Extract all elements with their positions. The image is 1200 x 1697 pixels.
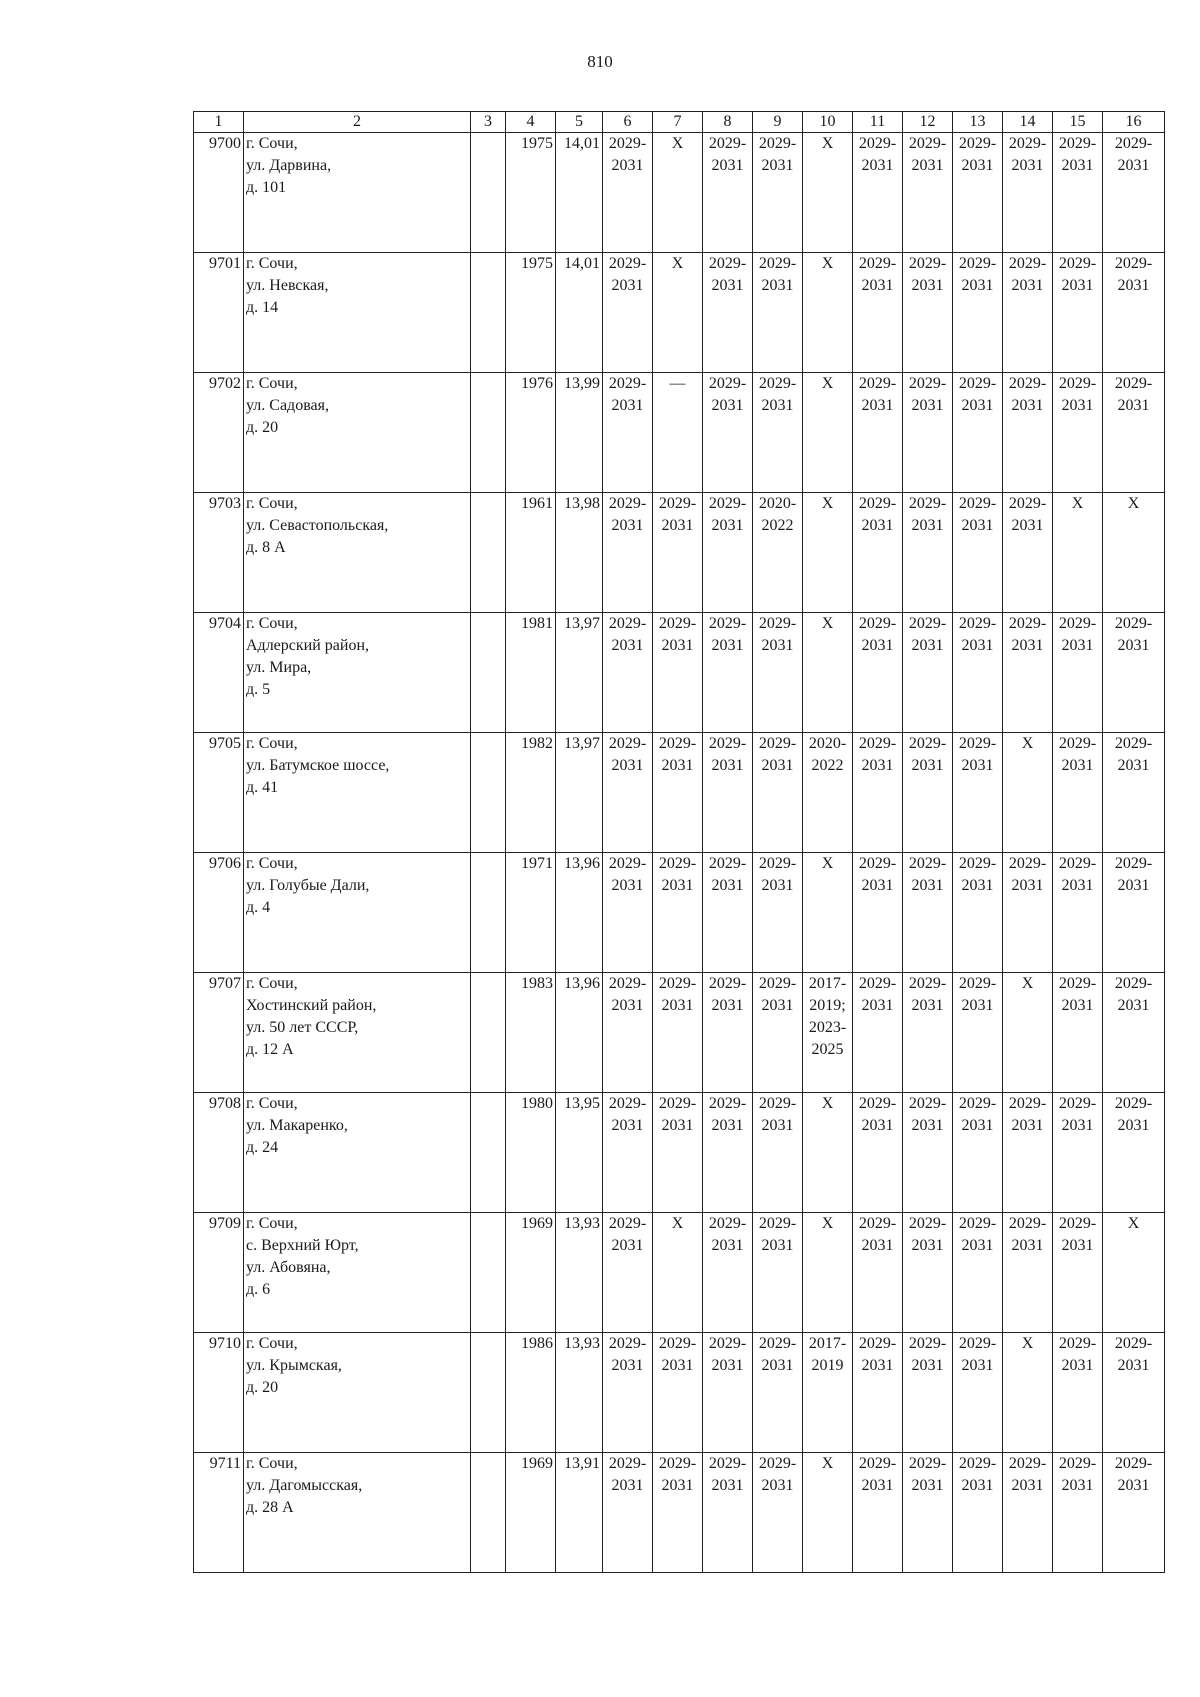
cell-c5: 13,91 xyxy=(556,1453,603,1573)
cell-c4: 1975 xyxy=(506,253,556,373)
cell-c10: Х xyxy=(803,133,853,253)
cell-c5: 13,96 xyxy=(556,853,603,973)
row-number: 9707 xyxy=(194,973,244,1093)
address-cell: г. Сочи, ул. Голубые Дали, д. 4 xyxy=(244,853,471,973)
row-number: 9709 xyxy=(194,1213,244,1333)
column-header-4: 4 xyxy=(506,112,556,133)
cell-c14: 2029- 2031 xyxy=(1003,1093,1053,1213)
cell-c4: 1982 xyxy=(506,733,556,853)
cell-c6: 2029- 2031 xyxy=(603,1453,653,1573)
address-cell: г. Сочи, ул. Дагомысская, д. 28 А xyxy=(244,1453,471,1573)
cell-c14: 2029- 2031 xyxy=(1003,853,1053,973)
cell-c6: 2029- 2031 xyxy=(603,493,653,613)
cell-c12: 2029- 2031 xyxy=(903,853,953,973)
column-header-2: 2 xyxy=(244,112,471,133)
cell-c3 xyxy=(471,133,506,253)
cell-c16: 2029- 2031 xyxy=(1103,253,1165,373)
row-number: 9701 xyxy=(194,253,244,373)
cell-c6: 2029- 2031 xyxy=(603,733,653,853)
cell-c16: 2029- 2031 xyxy=(1103,373,1165,493)
cell-c9: 2029- 2031 xyxy=(753,1333,803,1453)
cell-c8: 2029- 2031 xyxy=(703,253,753,373)
table-body xyxy=(194,133,1165,1573)
column-header-6: 6 xyxy=(603,112,653,133)
cell-c6: 2029- 2031 xyxy=(603,1333,653,1453)
cell-c15: 2029- 2031 xyxy=(1053,253,1103,373)
cell-c10: 2020- 2022 xyxy=(803,733,853,853)
cell-c7: Х xyxy=(653,1213,703,1333)
column-header-3: 3 xyxy=(471,112,506,133)
cell-c7: 2029- 2031 xyxy=(653,973,703,1093)
cell-c11: 2029- 2031 xyxy=(853,1093,903,1213)
cell-c13: 2029- 2031 xyxy=(953,1213,1003,1333)
cell-c9: 2029- 2031 xyxy=(753,973,803,1093)
cell-c10: Х xyxy=(803,1453,853,1573)
cell-c10: Х xyxy=(803,853,853,973)
cell-c15: 2029- 2031 xyxy=(1053,1093,1103,1213)
cell-c8: 2029- 2031 xyxy=(703,1213,753,1333)
address-cell: г. Сочи, ул. Макаренко, д. 24 xyxy=(244,1093,471,1213)
cell-c14: Х xyxy=(1003,1333,1053,1453)
table-row xyxy=(194,853,1165,973)
cell-c6: 2029- 2031 xyxy=(603,613,653,733)
cell-c3 xyxy=(471,733,506,853)
cell-c4: 1981 xyxy=(506,613,556,733)
cell-c5: 13,99 xyxy=(556,373,603,493)
cell-c9: 2029- 2031 xyxy=(753,733,803,853)
column-header-5: 5 xyxy=(556,112,603,133)
row-number: 9711 xyxy=(194,1453,244,1573)
cell-c6: 2029- 2031 xyxy=(603,133,653,253)
housing-registry-table xyxy=(193,111,1165,1573)
cell-c12: 2029- 2031 xyxy=(903,373,953,493)
cell-c12: 2029- 2031 xyxy=(903,493,953,613)
cell-c8: 2029- 2031 xyxy=(703,733,753,853)
cell-c16: 2029- 2031 xyxy=(1103,1453,1165,1573)
cell-c14: 2029- 2031 xyxy=(1003,373,1053,493)
cell-c14: 2029- 2031 xyxy=(1003,133,1053,253)
cell-c10: Х xyxy=(803,493,853,613)
column-header-10: 10 xyxy=(803,112,853,133)
column-header-11: 11 xyxy=(853,112,903,133)
cell-c12: 2029- 2031 xyxy=(903,973,953,1093)
cell-c13: 2029- 2031 xyxy=(953,133,1003,253)
cell-c9: 2029- 2031 xyxy=(753,253,803,373)
cell-c13: 2029- 2031 xyxy=(953,493,1003,613)
address-cell: г. Сочи, ул. Дарвина, д. 101 xyxy=(244,133,471,253)
cell-c8: 2029- 2031 xyxy=(703,1333,753,1453)
cell-c6: 2029- 2031 xyxy=(603,253,653,373)
cell-c15: 2029- 2031 xyxy=(1053,1333,1103,1453)
cell-c16: 2029- 2031 xyxy=(1103,973,1165,1093)
column-header-7: 7 xyxy=(653,112,703,133)
cell-c15: 2029- 2031 xyxy=(1053,613,1103,733)
cell-c15: Х xyxy=(1053,493,1103,613)
cell-c3 xyxy=(471,613,506,733)
row-number: 9708 xyxy=(194,1093,244,1213)
cell-c12: 2029- 2031 xyxy=(903,733,953,853)
cell-c12: 2029- 2031 xyxy=(903,613,953,733)
address-cell: г. Сочи, ул. Садовая, д. 20 xyxy=(244,373,471,493)
cell-c12: 2029- 2031 xyxy=(903,1093,953,1213)
cell-c9: 2029- 2031 xyxy=(753,133,803,253)
cell-c5: 13,97 xyxy=(556,613,603,733)
cell-c11: 2029- 2031 xyxy=(853,733,903,853)
cell-c7: Х xyxy=(653,133,703,253)
cell-c11: 2029- 2031 xyxy=(853,853,903,973)
column-header-8: 8 xyxy=(703,112,753,133)
cell-c15: 2029- 2031 xyxy=(1053,973,1103,1093)
cell-c14: Х xyxy=(1003,733,1053,853)
cell-c16: Х xyxy=(1103,1213,1165,1333)
cell-c16: 2029- 2031 xyxy=(1103,853,1165,973)
cell-c8: 2029- 2031 xyxy=(703,853,753,973)
cell-c8: 2029- 2031 xyxy=(703,133,753,253)
cell-c16: 2029- 2031 xyxy=(1103,133,1165,253)
cell-c13: 2029- 2031 xyxy=(953,613,1003,733)
address-cell: г. Сочи, ул. Батумское шоссе, д. 41 xyxy=(244,733,471,853)
cell-c4: 1986 xyxy=(506,1333,556,1453)
cell-c9: 2020- 2022 xyxy=(753,493,803,613)
cell-c3 xyxy=(471,1453,506,1573)
cell-c7: 2029- 2031 xyxy=(653,613,703,733)
cell-c16: 2029- 2031 xyxy=(1103,733,1165,853)
cell-c7: 2029- 2031 xyxy=(653,1333,703,1453)
cell-c14: 2029- 2031 xyxy=(1003,493,1053,613)
cell-c11: 2029- 2031 xyxy=(853,493,903,613)
cell-c13: 2029- 2031 xyxy=(953,853,1003,973)
cell-c5: 13,98 xyxy=(556,493,603,613)
cell-c5: 13,96 xyxy=(556,973,603,1093)
cell-c14: Х xyxy=(1003,973,1053,1093)
cell-c13: 2029- 2031 xyxy=(953,373,1003,493)
cell-c5: 14,01 xyxy=(556,253,603,373)
row-number: 9702 xyxy=(194,373,244,493)
cell-c10: Х xyxy=(803,373,853,493)
cell-c4: 1976 xyxy=(506,373,556,493)
row-number: 9710 xyxy=(194,1333,244,1453)
table-row xyxy=(194,1333,1165,1453)
cell-c7: — xyxy=(653,373,703,493)
cell-c10: Х xyxy=(803,1213,853,1333)
cell-c9: 2029- 2031 xyxy=(753,1213,803,1333)
cell-c4: 1961 xyxy=(506,493,556,613)
cell-c3 xyxy=(471,373,506,493)
cell-c4: 1969 xyxy=(506,1453,556,1573)
cell-c13: 2029- 2031 xyxy=(953,253,1003,373)
column-header-13: 13 xyxy=(953,112,1003,133)
cell-c10: 2017- 2019 xyxy=(803,1333,853,1453)
cell-c12: 2029- 2031 xyxy=(903,253,953,373)
cell-c15: 2029- 2031 xyxy=(1053,733,1103,853)
cell-c14: 2029- 2031 xyxy=(1003,253,1053,373)
cell-c9: 2029- 2031 xyxy=(753,373,803,493)
cell-c13: 2029- 2031 xyxy=(953,733,1003,853)
cell-c3 xyxy=(471,253,506,373)
column-header-15: 15 xyxy=(1053,112,1103,133)
table-row xyxy=(194,253,1165,373)
cell-c7: Х xyxy=(653,253,703,373)
header-row xyxy=(194,112,1165,133)
cell-c5: 13,97 xyxy=(556,733,603,853)
cell-c13: 2029- 2031 xyxy=(953,1093,1003,1213)
cell-c4: 1980 xyxy=(506,1093,556,1213)
cell-c15: 2029- 2031 xyxy=(1053,133,1103,253)
cell-c7: 2029- 2031 xyxy=(653,1093,703,1213)
table-row xyxy=(194,1213,1165,1333)
cell-c11: 2029- 2031 xyxy=(853,1453,903,1573)
table-row xyxy=(194,1453,1165,1573)
table-row xyxy=(194,973,1165,1093)
cell-c7: 2029- 2031 xyxy=(653,853,703,973)
cell-c15: 2029- 2031 xyxy=(1053,373,1103,493)
cell-c16: 2029- 2031 xyxy=(1103,1093,1165,1213)
cell-c15: 2029- 2031 xyxy=(1053,1453,1103,1573)
cell-c4: 1971 xyxy=(506,853,556,973)
cell-c8: 2029- 2031 xyxy=(703,973,753,1093)
cell-c12: 2029- 2031 xyxy=(903,133,953,253)
cell-c5: 14,01 xyxy=(556,133,603,253)
column-header-14: 14 xyxy=(1003,112,1053,133)
address-cell: г. Сочи, ул. Севастопольская, д. 8 А xyxy=(244,493,471,613)
cell-c4: 1983 xyxy=(506,973,556,1093)
cell-c3 xyxy=(471,1333,506,1453)
cell-c8: 2029- 2031 xyxy=(703,373,753,493)
cell-c13: 2029- 2031 xyxy=(953,1453,1003,1573)
row-number: 9706 xyxy=(194,853,244,973)
table-row xyxy=(194,493,1165,613)
cell-c11: 2029- 2031 xyxy=(853,133,903,253)
cell-c9: 2029- 2031 xyxy=(753,853,803,973)
cell-c8: 2029- 2031 xyxy=(703,493,753,613)
cell-c13: 2029- 2031 xyxy=(953,1333,1003,1453)
table-row xyxy=(194,733,1165,853)
cell-c11: 2029- 2031 xyxy=(853,373,903,493)
cell-c10: 2017- 2019; 2023- 2025 xyxy=(803,973,853,1093)
cell-c13: 2029- 2031 xyxy=(953,973,1003,1093)
cell-c9: 2029- 2031 xyxy=(753,1453,803,1573)
table-row xyxy=(194,373,1165,493)
cell-c15: 2029- 2031 xyxy=(1053,853,1103,973)
cell-c8: 2029- 2031 xyxy=(703,1453,753,1573)
cell-c4: 1975 xyxy=(506,133,556,253)
page-number: 810 xyxy=(587,52,613,71)
table-row xyxy=(194,1093,1165,1213)
cell-c11: 2029- 2031 xyxy=(853,613,903,733)
address-cell: г. Сочи, Хостинский район, ул. 50 лет СССР, д. 12 А xyxy=(244,973,471,1093)
address-cell: г. Сочи, с. Верхний Юрт, ул. Абовяна, д. 6 xyxy=(244,1213,471,1333)
cell-c3 xyxy=(471,973,506,1093)
cell-c10: Х xyxy=(803,253,853,373)
row-number: 9705 xyxy=(194,733,244,853)
cell-c6: 2029- 2031 xyxy=(603,373,653,493)
cell-c12: 2029- 2031 xyxy=(903,1213,953,1333)
cell-c3 xyxy=(471,1093,506,1213)
cell-c7: 2029- 2031 xyxy=(653,733,703,853)
cell-c14: 2029- 2031 xyxy=(1003,1213,1053,1333)
cell-c11: 2029- 2031 xyxy=(853,1333,903,1453)
cell-c4: 1969 xyxy=(506,1213,556,1333)
column-header-16: 16 xyxy=(1103,112,1165,133)
column-header-1: 1 xyxy=(194,112,244,133)
cell-c8: 2029- 2031 xyxy=(703,1093,753,1213)
cell-c14: 2029- 2031 xyxy=(1003,613,1053,733)
cell-c6: 2029- 2031 xyxy=(603,973,653,1093)
cell-c6: 2029- 2031 xyxy=(603,1213,653,1333)
cell-c12: 2029- 2031 xyxy=(903,1333,953,1453)
cell-c11: 2029- 2031 xyxy=(853,1213,903,1333)
address-cell: г. Сочи, ул. Невская, д. 14 xyxy=(244,253,471,373)
row-number: 9704 xyxy=(194,613,244,733)
cell-c16: Х xyxy=(1103,493,1165,613)
column-header-9: 9 xyxy=(753,112,803,133)
cell-c5: 13,93 xyxy=(556,1333,603,1453)
cell-c5: 13,93 xyxy=(556,1213,603,1333)
cell-c3 xyxy=(471,1213,506,1333)
cell-c6: 2029- 2031 xyxy=(603,1093,653,1213)
cell-c9: 2029- 2031 xyxy=(753,613,803,733)
cell-c11: 2029- 2031 xyxy=(853,253,903,373)
table-row xyxy=(194,613,1165,733)
cell-c7: 2029- 2031 xyxy=(653,493,703,613)
cell-c5: 13,95 xyxy=(556,1093,603,1213)
cell-c3 xyxy=(471,853,506,973)
cell-c16: 2029- 2031 xyxy=(1103,613,1165,733)
row-number: 9700 xyxy=(194,133,244,253)
cell-c12: 2029- 2031 xyxy=(903,1453,953,1573)
column-header-12: 12 xyxy=(903,112,953,133)
row-number: 9703 xyxy=(194,493,244,613)
cell-c10: Х xyxy=(803,613,853,733)
cell-c6: 2029- 2031 xyxy=(603,853,653,973)
address-cell: г. Сочи, ул. Крымская, д. 20 xyxy=(244,1333,471,1453)
cell-c9: 2029- 2031 xyxy=(753,1093,803,1213)
address-cell: г. Сочи, Адлерский район, ул. Мира, д. 5 xyxy=(244,613,471,733)
table-row xyxy=(194,133,1165,253)
cell-c15: 2029- 2031 xyxy=(1053,1213,1103,1333)
cell-c14: 2029- 2031 xyxy=(1003,1453,1053,1573)
cell-c11: 2029- 2031 xyxy=(853,973,903,1093)
cell-c8: 2029- 2031 xyxy=(703,613,753,733)
cell-c3 xyxy=(471,493,506,613)
cell-c10: Х xyxy=(803,1093,853,1213)
cell-c16: 2029- 2031 xyxy=(1103,1333,1165,1453)
cell-c7: 2029- 2031 xyxy=(653,1453,703,1573)
